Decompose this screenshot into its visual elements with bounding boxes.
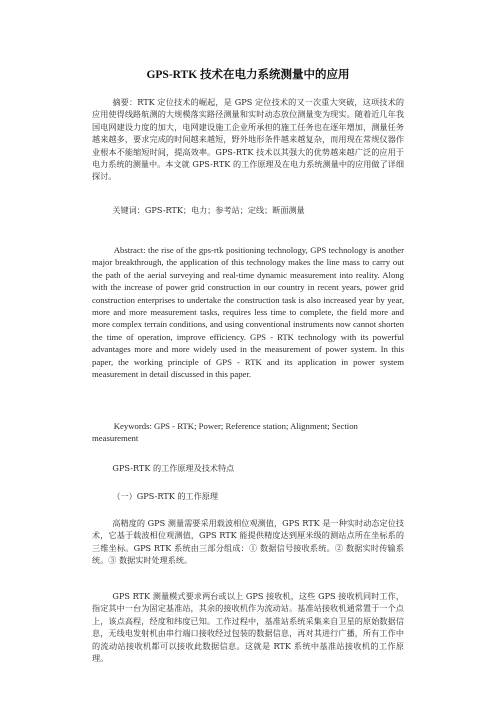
paragraph-1: 高精度的 GPS 测量需要采用载波相位观测值，GPS RTK 是一种实时动态定位技术，它基于载波相位观测值，GPS RTK 能提供精度达到厘米级的测站点所在坐标系的三维坐标。GPS RTK 系统由三部分组成：① 数据信号接收系统。② 数据实时传输系统。③ 数据实时处理系统。 xyxy=(92,518,404,566)
document-title: GPS-RTK 技术在电力系统测量中的应用 xyxy=(146,69,350,81)
subsection-heading: （一）GPS-RTK 的工作原理 xyxy=(112,491,218,501)
section-heading: GPS-RTK 的工作原理及技术特点 xyxy=(112,463,235,473)
paragraph-2: GPS RTK 测量模式要求两台或以上 GPS 接收机，这些 GPS 接收机同时工作，指定其中一台为固定基准站，其余的接收机作为流动站。基准站接收机通常置于一个点上，该点高程，经度和纬度已知。工作过程中，基准站系统采集来自卫星的原始数据信息，无线电发射机由串行端口接收经过包装的数据信息，再对其进行广播，所有工作中的流动站接收机都可以接收此数据信息。这就是 RTK 系统中基准站接收机的工作原理。 xyxy=(92,591,404,664)
keywords-cn: 关键词：GPS-RTK；电力；参考站；定线；断面测量 xyxy=(112,205,305,215)
abstract-cn: 摘要：RTK 定位技术的崛起，是 GPS 定位技术的又一次重大突破，这项技术的应用使得线路航测的大规模落实路径测量和实时动态放位测量变为现实。随着近几年我国电网建设力度的加大，电网建设施工企业所承担的施工任务也在逐年增加，测量任务越来越多，要求完成的时间越来越短，野外地形条件越来越复杂，而用现在常规仪器作业根本不能缩短时间，提高效率。GPS-RTK 技术以其强大的优势越来越广泛的应用于电力系统的测量中。本文就 GPS-RTK 的工作原理及在电力系统测量中的应用做了详细探讨。 xyxy=(92,97,404,182)
keywords-en: Keywords: GPS - RTK; Power; Reference station; Alignment; Section measurement xyxy=(92,421,358,444)
abstract-en: Abstract: the rise of the gps-rtk positioning technology, GPS technology is another major breakthrough, the application of this technology makes the line mass to carry out the path of the aerial surveying and real-time dynamic measurement into reality. Along with the increase of power grid construction in our country in recent years, power grid construction enterprises to undertake the construction task is also increased year by year, more and more measurement tasks, requires less time to complete, the field more and more complex terrain conditions, and using conventional instruments now cannot shorten the time of operation, improve efficiency. GPS - RTK technology with its powerful advantages more and more widely used in the measurement of power system. In this paper, the working principle of GPS - RTK and its application in power system measurement in detail discussed in this paper. xyxy=(92,245,404,380)
